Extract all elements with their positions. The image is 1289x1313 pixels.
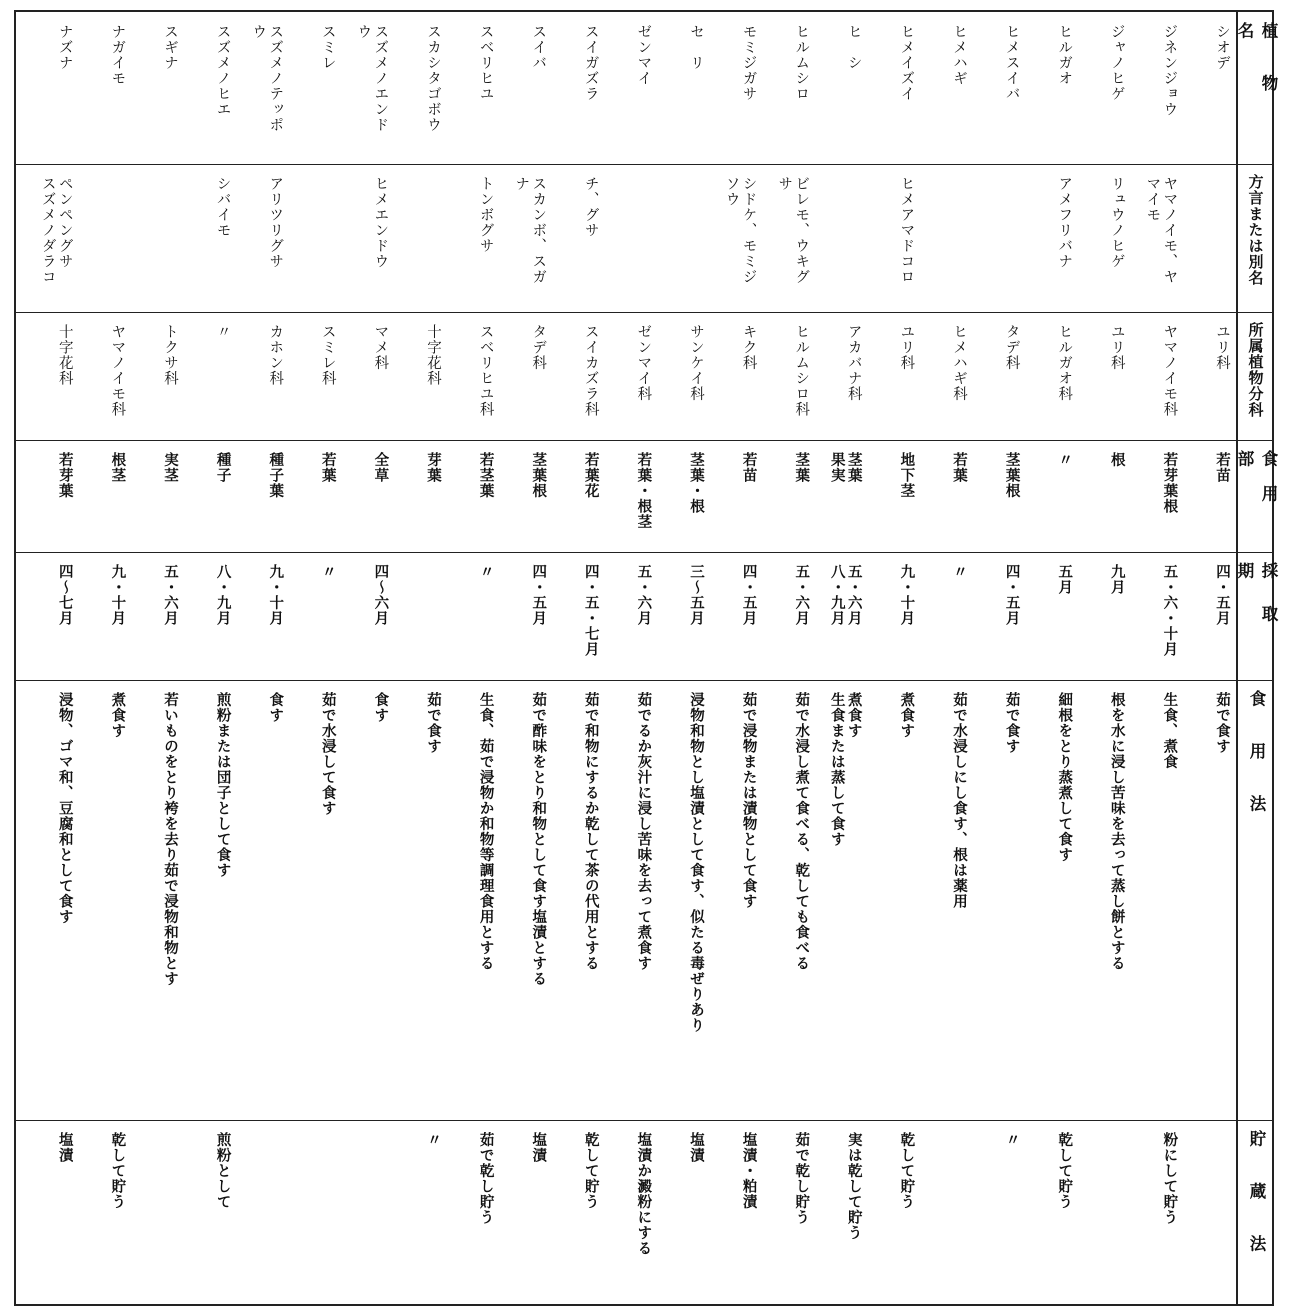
cell-name: モミジガサ xyxy=(740,24,757,102)
cell-part: 地下茎 xyxy=(898,452,915,499)
cell-name: スズメノテッポ ウ xyxy=(250,24,284,133)
cell-alias: ヒメアマドコロ xyxy=(898,176,915,285)
cell-method: 茹で食す xyxy=(1213,692,1230,754)
cell-method: 生食、煮食 xyxy=(1161,692,1178,770)
cell-method: 食す xyxy=(267,692,284,723)
cell-season: 四・五月 xyxy=(1003,564,1020,626)
cell-method: 茹で水浸し煮て食べる、乾しても食べる xyxy=(793,692,810,971)
cell-season: 九・十月 xyxy=(109,564,126,626)
cell-alias xyxy=(975,176,1020,306)
cell-name: スカシタゴボウ xyxy=(424,24,441,133)
cell-storage: 乾して貯う xyxy=(1056,1132,1073,1210)
cell-storage xyxy=(133,1132,178,1298)
cell-method: 茹で水浸して食す xyxy=(319,692,336,816)
cell-storage: 塩漬・粕漬 xyxy=(740,1132,757,1210)
cell-part: 茎葉根 xyxy=(530,452,547,499)
cell-name: ジャノヒゲ xyxy=(1108,24,1125,102)
cell-part: 根 xyxy=(1108,452,1125,468)
cell-season: 五・六月 xyxy=(635,564,652,626)
cell-family: カホン科 xyxy=(267,324,284,386)
cell-family: マメ科 xyxy=(372,324,389,371)
cell-part: 若芽葉 xyxy=(56,452,73,499)
cell-method: 細根をとり蒸煮して食す xyxy=(1056,692,1073,863)
cell-method: 茹でるか灰汁に浸し苦味を去って煮食す xyxy=(635,692,652,971)
cell-part: 若葉花 xyxy=(582,452,599,499)
cell-part: 種子葉 xyxy=(267,452,284,499)
cell-family: ヒメハギ科 xyxy=(950,324,967,402)
cell-part: 若葉 xyxy=(319,452,336,483)
cell-season: 〃 xyxy=(950,564,967,580)
cell-part: 実茎 xyxy=(161,452,178,483)
cell-family: タデ科 xyxy=(530,324,547,371)
cell-name: スベリヒユ xyxy=(477,24,494,102)
cell-method: 茹で食す xyxy=(424,692,441,754)
cell-storage: 乾して貯う xyxy=(898,1132,915,1210)
header-label: 食用法 xyxy=(1247,690,1266,848)
cell-part: 若苗 xyxy=(740,452,757,483)
cell-storage: 乾して貯う xyxy=(109,1132,126,1210)
cell-method: 茹で浸物または漬物として食す xyxy=(740,692,757,909)
band-divider xyxy=(16,552,1272,553)
cell-part: 茎葉 果実 xyxy=(828,452,862,483)
cell-family: サンケイ科 xyxy=(687,324,704,402)
cell-storage: 乾して貯う xyxy=(582,1132,599,1210)
cell-season: 四～六月 xyxy=(372,564,389,626)
cell-part: 全草 xyxy=(372,452,389,483)
cell-method: 浸物和物とし塩漬として食す、似たる毒ぜりあり xyxy=(687,692,704,1033)
header-storage xyxy=(1238,1130,1274,1300)
cell-part: 若苗 xyxy=(1213,452,1230,483)
cell-season: 四～七月 xyxy=(56,564,73,626)
cell-name: ヒメハギ xyxy=(950,24,967,86)
cell-alias xyxy=(291,176,336,306)
cell-name: ナガイモ xyxy=(109,24,126,86)
cell-alias: リュウノヒゲ xyxy=(1108,176,1125,269)
cell-part: 芽葉 xyxy=(424,452,441,483)
cell-method: 茹で水浸しにし食す、根は薬用 xyxy=(950,692,967,909)
cell-storage xyxy=(291,1132,336,1298)
cell-alias xyxy=(922,176,967,306)
cell-storage: 塩漬 xyxy=(687,1132,704,1163)
cell-family: ヤマノイモ科 xyxy=(109,324,126,417)
cell-family: スミレ科 xyxy=(319,324,336,386)
cell-family: キク科 xyxy=(740,324,757,371)
cell-storage xyxy=(1080,1132,1125,1298)
header-alias xyxy=(1238,174,1274,308)
cell-part: 若葉 xyxy=(950,452,967,483)
cell-name: シオデ xyxy=(1213,24,1230,71)
cell-season: 三～五月 xyxy=(687,564,704,626)
cell-season: 五・六月 xyxy=(793,564,810,626)
cell-name: スギナ xyxy=(161,24,178,71)
cell-storage xyxy=(922,1132,967,1298)
cell-family: ユリ科 xyxy=(898,324,915,371)
cell-season: 五・六・十月 xyxy=(1161,564,1178,657)
cell-alias: ヒメエンドウ xyxy=(372,176,389,269)
cell-method: 煮食す xyxy=(109,692,126,739)
cell-method: 茹で食す xyxy=(1003,692,1020,754)
cell-storage: 実は乾して貯う xyxy=(845,1132,862,1241)
cell-name: ヒルガオ xyxy=(1056,24,1073,86)
band-divider xyxy=(16,440,1272,441)
header-label: 植物名 xyxy=(1235,22,1278,127)
cell-alias xyxy=(817,176,862,306)
cell-part: 〃 xyxy=(1056,452,1073,468)
header-label: 所属植物分科 xyxy=(1246,322,1265,418)
cell-name: スズメノヒエ xyxy=(214,24,231,117)
band-divider xyxy=(16,1120,1272,1121)
header-label: 貯蔵法 xyxy=(1247,1130,1266,1288)
cell-name: ヒルムシロ xyxy=(793,24,810,102)
header-label: 方言または別名 xyxy=(1246,174,1265,286)
cell-alias: スカンボ、スガ ナ xyxy=(513,176,547,285)
cell-family: ユリ科 xyxy=(1108,324,1125,371)
cell-alias: シバイモ xyxy=(214,176,231,238)
cell-season xyxy=(396,564,441,674)
cell-method: 生食、茹で浸物か和物等調理食用とする xyxy=(477,692,494,971)
cell-alias: アリツリグサ xyxy=(267,176,284,269)
cell-season: 四・五月 xyxy=(530,564,547,626)
cell-storage: 粉にして貯う xyxy=(1161,1132,1178,1225)
cell-storage: 茹で乾し貯う xyxy=(793,1132,810,1225)
cell-name: ナズナ xyxy=(56,24,73,71)
header-method xyxy=(1238,690,1274,1116)
cell-alias: チ、グサ xyxy=(582,176,599,238)
cell-season: 五・六月 xyxy=(161,564,178,626)
cell-season: 九月 xyxy=(1108,564,1125,595)
cell-season: 四・五月 xyxy=(740,564,757,626)
cell-alias: ヤマノイモ、ヤ マイモ xyxy=(1144,176,1178,285)
cell-season: 四・五月 xyxy=(1213,564,1230,626)
cell-season: 四・五・七月 xyxy=(582,564,599,657)
cell-alias xyxy=(659,176,704,306)
cell-part: 茎葉根 xyxy=(1003,452,1020,499)
header-label: 食用部 xyxy=(1235,450,1278,520)
cell-method: 浸物、ゴマ和、豆腐和として食す xyxy=(56,692,73,925)
header-season xyxy=(1235,562,1278,676)
cell-name: ヒメスイバ xyxy=(1003,24,1020,102)
cell-method: 若いものをとり袴を去り茹で浸物和物とす xyxy=(161,692,178,987)
cell-family: ユリ科 xyxy=(1213,324,1230,371)
cell-alias xyxy=(1185,176,1230,306)
cell-part: 若茎葉 xyxy=(477,452,494,499)
cell-alias: ペンペングサ スズメノダラコ xyxy=(39,176,73,285)
plant-table xyxy=(14,10,1278,1306)
cell-season: 〃 xyxy=(319,564,336,580)
cell-storage xyxy=(344,1132,389,1298)
band-divider xyxy=(16,164,1272,165)
cell-name: ゼンマイ xyxy=(635,24,652,86)
cell-method: 根を水に浸し苦味を去って蒸し餅とする xyxy=(1108,692,1125,971)
cell-family: ヒルムシロ科 xyxy=(793,324,810,417)
cell-part: 茎葉 xyxy=(793,452,810,483)
cell-alias xyxy=(396,176,441,306)
cell-alias: アメフリバナ xyxy=(1056,176,1073,269)
cell-storage: 茹で乾し貯う xyxy=(477,1132,494,1225)
band-divider xyxy=(16,312,1272,313)
cell-part: 根茎 xyxy=(109,452,126,483)
cell-alias: ビレモ、ウキグ サ xyxy=(776,176,810,285)
cell-family: ヤマノイモ科 xyxy=(1161,324,1178,417)
cell-method: 茹で和物にするか乾して茶の代用とする xyxy=(582,692,599,971)
cell-name: セ リ xyxy=(687,24,704,71)
cell-family: タデ科 xyxy=(1003,324,1020,371)
cell-alias xyxy=(81,176,126,306)
cell-family: 〃 xyxy=(214,324,231,340)
cell-family: トクサ科 xyxy=(161,324,178,386)
cell-family: ヒルガオ科 xyxy=(1056,324,1073,402)
cell-name: スズメノエンド ウ xyxy=(355,24,389,133)
cell-part: 若芽葉根 xyxy=(1161,452,1178,514)
cell-family: ゼンマイ科 xyxy=(635,324,652,402)
cell-method: 茹で酢味をとり和物として食す塩漬とする xyxy=(530,692,547,987)
cell-season: 九・十月 xyxy=(898,564,915,626)
cell-name: スイバ xyxy=(530,24,547,71)
cell-season: 八・九月 xyxy=(214,564,231,626)
cell-season: 五月 xyxy=(1056,564,1073,595)
cell-name: スミレ xyxy=(319,24,336,71)
header-family xyxy=(1238,322,1274,436)
cell-alias: トンボグサ xyxy=(477,176,494,254)
cell-season: 五・六月 八・九月 xyxy=(828,564,862,626)
cell-storage xyxy=(1185,1132,1230,1298)
cell-name: ジネンジョウ xyxy=(1161,24,1178,117)
cell-method: 食す xyxy=(372,692,389,723)
cell-part: 種子 xyxy=(214,452,231,483)
cell-storage: 煎粉として xyxy=(214,1132,231,1210)
cell-alias xyxy=(607,176,652,306)
cell-alias xyxy=(133,176,178,306)
cell-storage xyxy=(239,1132,284,1298)
cell-family: 十字花科 xyxy=(424,324,441,386)
cell-storage: 〃 xyxy=(1003,1132,1020,1148)
cell-season: 九・十月 xyxy=(267,564,284,626)
cell-method: 煮食す xyxy=(898,692,915,739)
header-part xyxy=(1235,450,1278,548)
cell-storage: 〃 xyxy=(424,1132,441,1148)
cell-storage: 塩漬 xyxy=(56,1132,73,1163)
cell-name: スイガズラ xyxy=(582,24,599,102)
header-label: 採取期 xyxy=(1235,562,1278,648)
cell-family: スイカズラ科 xyxy=(582,324,599,417)
band-divider xyxy=(16,680,1272,681)
cell-season: 〃 xyxy=(477,564,494,580)
cell-part: 茎葉・根 xyxy=(687,452,704,514)
cell-family: 十字花科 xyxy=(56,324,73,386)
cell-name: ヒ シ xyxy=(845,24,862,71)
cell-part: 若葉・根茎 xyxy=(635,452,652,530)
cell-alias: シドケ、モミジ ソウ xyxy=(723,176,757,285)
cell-storage: 塩漬 xyxy=(530,1132,547,1163)
cell-name: ヒメイズイ xyxy=(898,24,915,102)
cell-method: 煎粉または団子として食す xyxy=(214,692,231,878)
header-name xyxy=(1235,22,1278,160)
cell-storage: 塩漬か澱粉にする xyxy=(635,1132,652,1256)
cell-family: アカバナ科 xyxy=(845,324,862,402)
cell-method: 煮食す 生食または蒸して食す xyxy=(828,692,862,847)
cell-family: スベリヒユ科 xyxy=(477,324,494,417)
